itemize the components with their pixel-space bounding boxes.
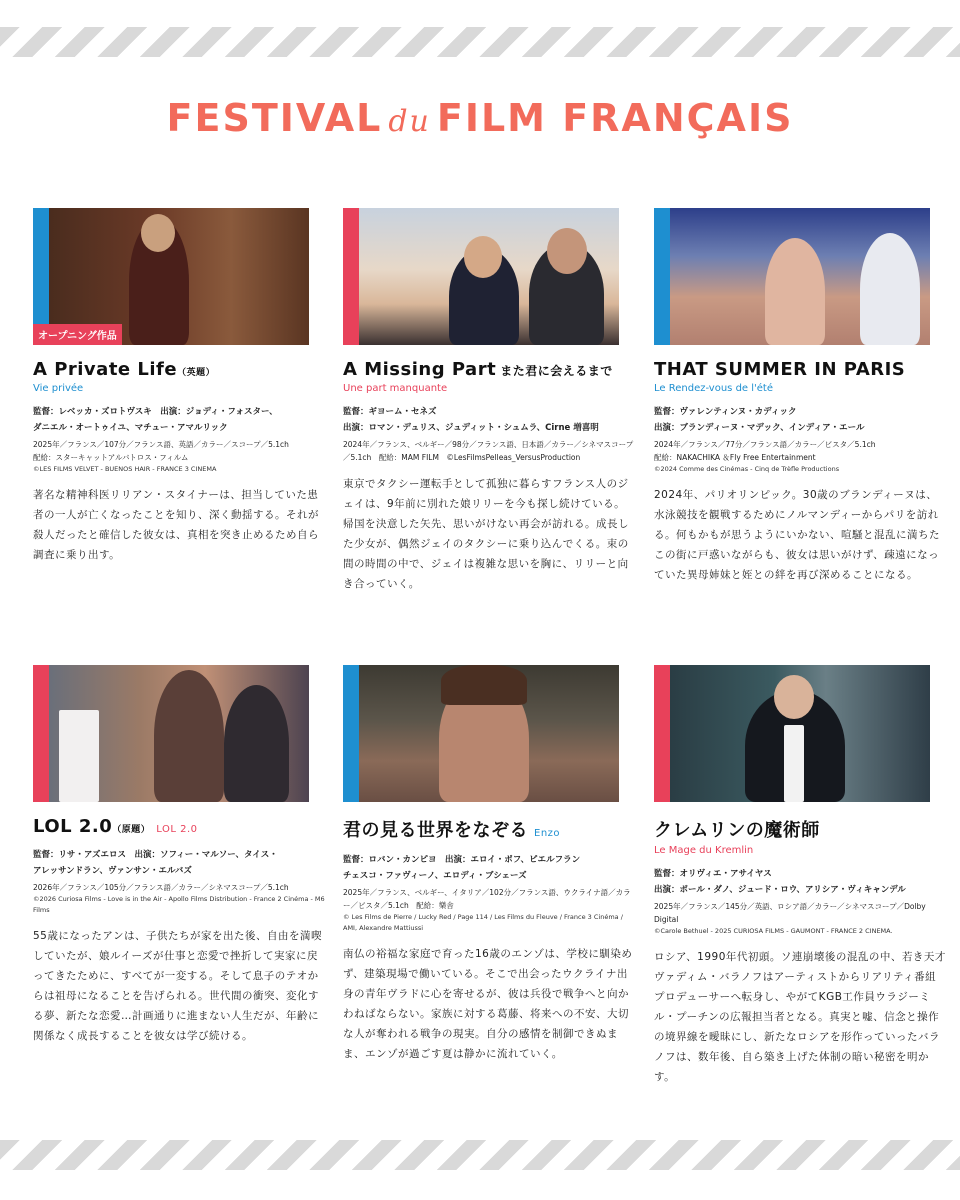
tech-info xyxy=(33,438,325,464)
opening-film-badge: オープニング作品 xyxy=(33,324,122,345)
copyright: ©Carole Bethuel - 2025 CURIOSA FILMS - GAUMONT - FRANCE 2 CINEMA. xyxy=(654,927,893,935)
credits-line-2: 出演：ポール・ダノ、ジュード・ロウ、アリシア・ヴィキャンデル xyxy=(654,885,906,895)
credits-line-1: 監督：オリヴィエ・アサイヤス xyxy=(654,869,772,879)
tech-info: 2024年／フランス、ベルギー／98分／フランス語、日本語／カラー／シネマスコープ／5.1ch 配給：MAM FILM ©LesFilmsPelleas_VersusProduction xyxy=(343,440,634,462)
original-title: Le Rendez-vous de l'été xyxy=(654,383,773,394)
still-image xyxy=(670,208,930,345)
tech-info: 2025年／フランス、ベルギー、イタリア／102分／フランス語、ウクライナ語／カラー／ビスタ／5.1ch 配給：樂舎 xyxy=(343,888,631,910)
synopsis: 2024年、パリオリンピック。30歳のブランディーヌは、水泳競技を観戦するためにノルマンディーからパリを訪れる。何もかもが思うようにいかない、喧騒と混乱に満ちたこの街に戸惑いながらも、彼女は思いがけず、疎遠になっていた異母姉妹と姪との絆を再び深めることになる。 xyxy=(654,489,940,581)
original-title: Vie privée xyxy=(33,383,84,394)
still-image xyxy=(359,665,619,802)
still-image xyxy=(359,208,619,345)
film-still[interactable] xyxy=(343,208,619,345)
film-card-kremlin[interactable] xyxy=(654,665,946,1087)
copyright: ©2026 Curiosa Films - Love is in the Air - Apollo Films Distribution - France 2 Cinéma - M6 Films xyxy=(33,895,325,914)
film-still[interactable] xyxy=(654,665,930,802)
film-title xyxy=(33,816,325,837)
credits xyxy=(343,852,635,884)
title-note: （原題） xyxy=(112,825,151,835)
credits-line-2: チェスコ・ファヴィーノ、エロディ・ブシェーズ xyxy=(343,871,527,881)
credits-line-1: 監督：レベッカ・ズロトヴスキ 出演：ジョディ・フォスター、 xyxy=(33,407,278,417)
credits xyxy=(654,866,946,898)
title-jp: また君に会えるまで xyxy=(500,364,613,378)
film-title xyxy=(33,359,325,380)
synopsis: 55歳になったアンは、子供たちが家を出た後、自由を満喫していたが、娘ルイーズが仕事と恋愛で挫折して実家に戻ってきたために、すべてが一変する。そして息子のテオからは祖母になることを告げられる。世代間の衝突、変化する夢、新たな恋愛…計画通りに進まない人生だが、年齢に関係なく成長することを彼女は学び続ける。 xyxy=(33,930,322,1042)
film-title: クレムリンの魔術師 xyxy=(654,820,820,841)
film-still[interactable] xyxy=(33,665,309,802)
original-title: Une part manquante xyxy=(343,383,448,394)
copyright: © Les Films de Pierre / Lucky Red / Page 114 / Les Films du Fleuve / France 3 Cinéma / AMI, Alexandre Mattiussi xyxy=(343,913,623,932)
distributor: 配給：NAKACHIKA ＆Fly Free Entertainment xyxy=(654,453,816,462)
bottom-stripe-border xyxy=(0,1140,960,1170)
film-still[interactable] xyxy=(33,208,309,345)
logo-du: du xyxy=(388,104,431,139)
copyright: ©2024 Comme des Cinémas - Cinq de Trèfle Productions xyxy=(654,465,840,473)
film-title xyxy=(343,359,635,380)
credits xyxy=(654,404,946,436)
title-text: A Missing Part xyxy=(343,359,497,380)
accent-bar xyxy=(654,208,670,345)
top-stripe-border xyxy=(0,27,960,57)
credits-line-2: 出演：ブランディーヌ・マデック、インディア・エール xyxy=(654,423,865,433)
synopsis: 著名な精神科医リリアン・スタイナーは、担当していた患者の一人が亡くなったことを知り、深く動揺する。それが殺人だったと確信した彼女は、真相を突き止めるため自ら調査に乗り出す。 xyxy=(33,489,319,561)
title-alt: LOL 2.0 xyxy=(156,824,198,835)
credits-line-1: 監督：ロバン・カンピヨ 出演：エロイ・ポフ、ピエルフラン xyxy=(343,855,581,865)
credits-line-1: 監督：リサ・アズエロス 出演：ソフィー・マルソー、タイス・ xyxy=(33,850,278,860)
synopsis: 南仏の裕福な家庭で育った16歳のエンゾは、学校に馴染めず、建築現場で働いている。そこで出会ったウクライナ出身の青年ヴラドに心を寄せるが、彼は兵役で戦争へと向かわねばならない。家族に対する葛藤、将来への不安、大切な人が奪われる戦争の現実。自分の感情を制御できぬまま、エンゾが過ごす夏は静かに流れていく。 xyxy=(343,948,633,1060)
distributor: 配給：スターキャットアルバトロス・フィルム xyxy=(33,453,189,462)
credits-line-1: 監督：ギヨーム・セネズ xyxy=(343,407,437,417)
credits-line-2: アレッサンドラン、ヴァンサン・エルバズ xyxy=(33,866,192,876)
festival-logo xyxy=(0,96,960,140)
title-text: A Private Life xyxy=(33,359,178,380)
still-image xyxy=(49,665,309,802)
credits xyxy=(343,404,635,436)
tech-info: 2026年／フランス／105分／フランス語／カラー／シネマスコープ／5.1ch xyxy=(33,883,289,892)
accent-bar xyxy=(654,665,670,802)
film-card-enzo[interactable] xyxy=(343,665,635,1064)
logo-part1: FESTIVAL xyxy=(166,96,383,140)
film-still[interactable] xyxy=(654,208,930,345)
accent-bar xyxy=(343,208,359,345)
tech-line-1: 2024年／フランス／77分／フランス語／カラー／ビスタ／5.1ch xyxy=(654,440,876,449)
still-image xyxy=(670,665,930,802)
film-card-private-life[interactable] xyxy=(33,208,325,565)
film-still[interactable] xyxy=(343,665,619,802)
title-text: 君の見る世界をなぞる xyxy=(343,820,528,841)
accent-bar xyxy=(33,665,49,802)
synopsis: 東京でタクシー運転手として孤独に暮らすフランス人のジェイは、9年前に別れた娘リリーを今も探し続けている。帰国を決意した矢先、思いがけない再会が訪れる。成長した少女が、偶然ジェイのタクシーに乗り込んでくる。束の間の時間の中で、ジェイは複雑な思いを胸に、リリーと向き合っていく。 xyxy=(343,478,629,590)
copyright: ©LES FILMS VELVET - BUENOS HAIR - FRANCE 3 CINEMA xyxy=(33,465,217,473)
accent-bar xyxy=(343,665,359,802)
film-card-missing-part[interactable] xyxy=(343,208,635,594)
credits-line-1: 監督：ヴァレンティンヌ・カディック xyxy=(654,407,797,417)
tech-line-1: 2025年／フランス／107分／フランス語、英語／カラー／スコープ／5.1ch xyxy=(33,440,289,449)
original-title: Le Mage du Kremlin xyxy=(654,845,754,856)
film-title xyxy=(343,816,635,842)
tech-info xyxy=(654,438,946,464)
credits xyxy=(33,404,325,436)
title-alt: Enzo xyxy=(534,828,561,839)
logo-part2: FILM FRANÇAIS xyxy=(436,96,794,140)
title-note: （英題） xyxy=(177,368,216,378)
credits-line-2: 出演：ロマン・デュリス、ジュディット・シュムラ、Cirne 増喜明 xyxy=(343,423,599,433)
film-card-that-summer[interactable] xyxy=(654,208,946,585)
film-card-lol[interactable] xyxy=(33,665,325,1046)
credits-line-2: ダニエル・オートゥイユ、マチュー・アマルリック xyxy=(33,423,228,433)
film-title: THAT SUMMER IN PARIS xyxy=(654,359,906,380)
synopsis: ロシア、1990年代初頭。ソ連崩壊後の混乱の中、若き天才ヴァディム・バラノフはアーティストからリアリティ番組プロデューサーへ転身し、やがてKGB工作員ウラジーミル・プーチンの広報担当者となる。真実と嘘、信念と操作の境界線を曖昧にし、新たなロシアを形作っていったバラノフは、数年後、自ら築き上げた体制の暗い秘密を明かす。 xyxy=(654,951,946,1083)
credits xyxy=(33,847,325,879)
tech-info: 2025年／フランス／145分／英語、ロシア語／カラー／シネマスコープ／Dolby Digital xyxy=(654,902,926,924)
title-text: LOL 2.0 xyxy=(33,816,113,837)
